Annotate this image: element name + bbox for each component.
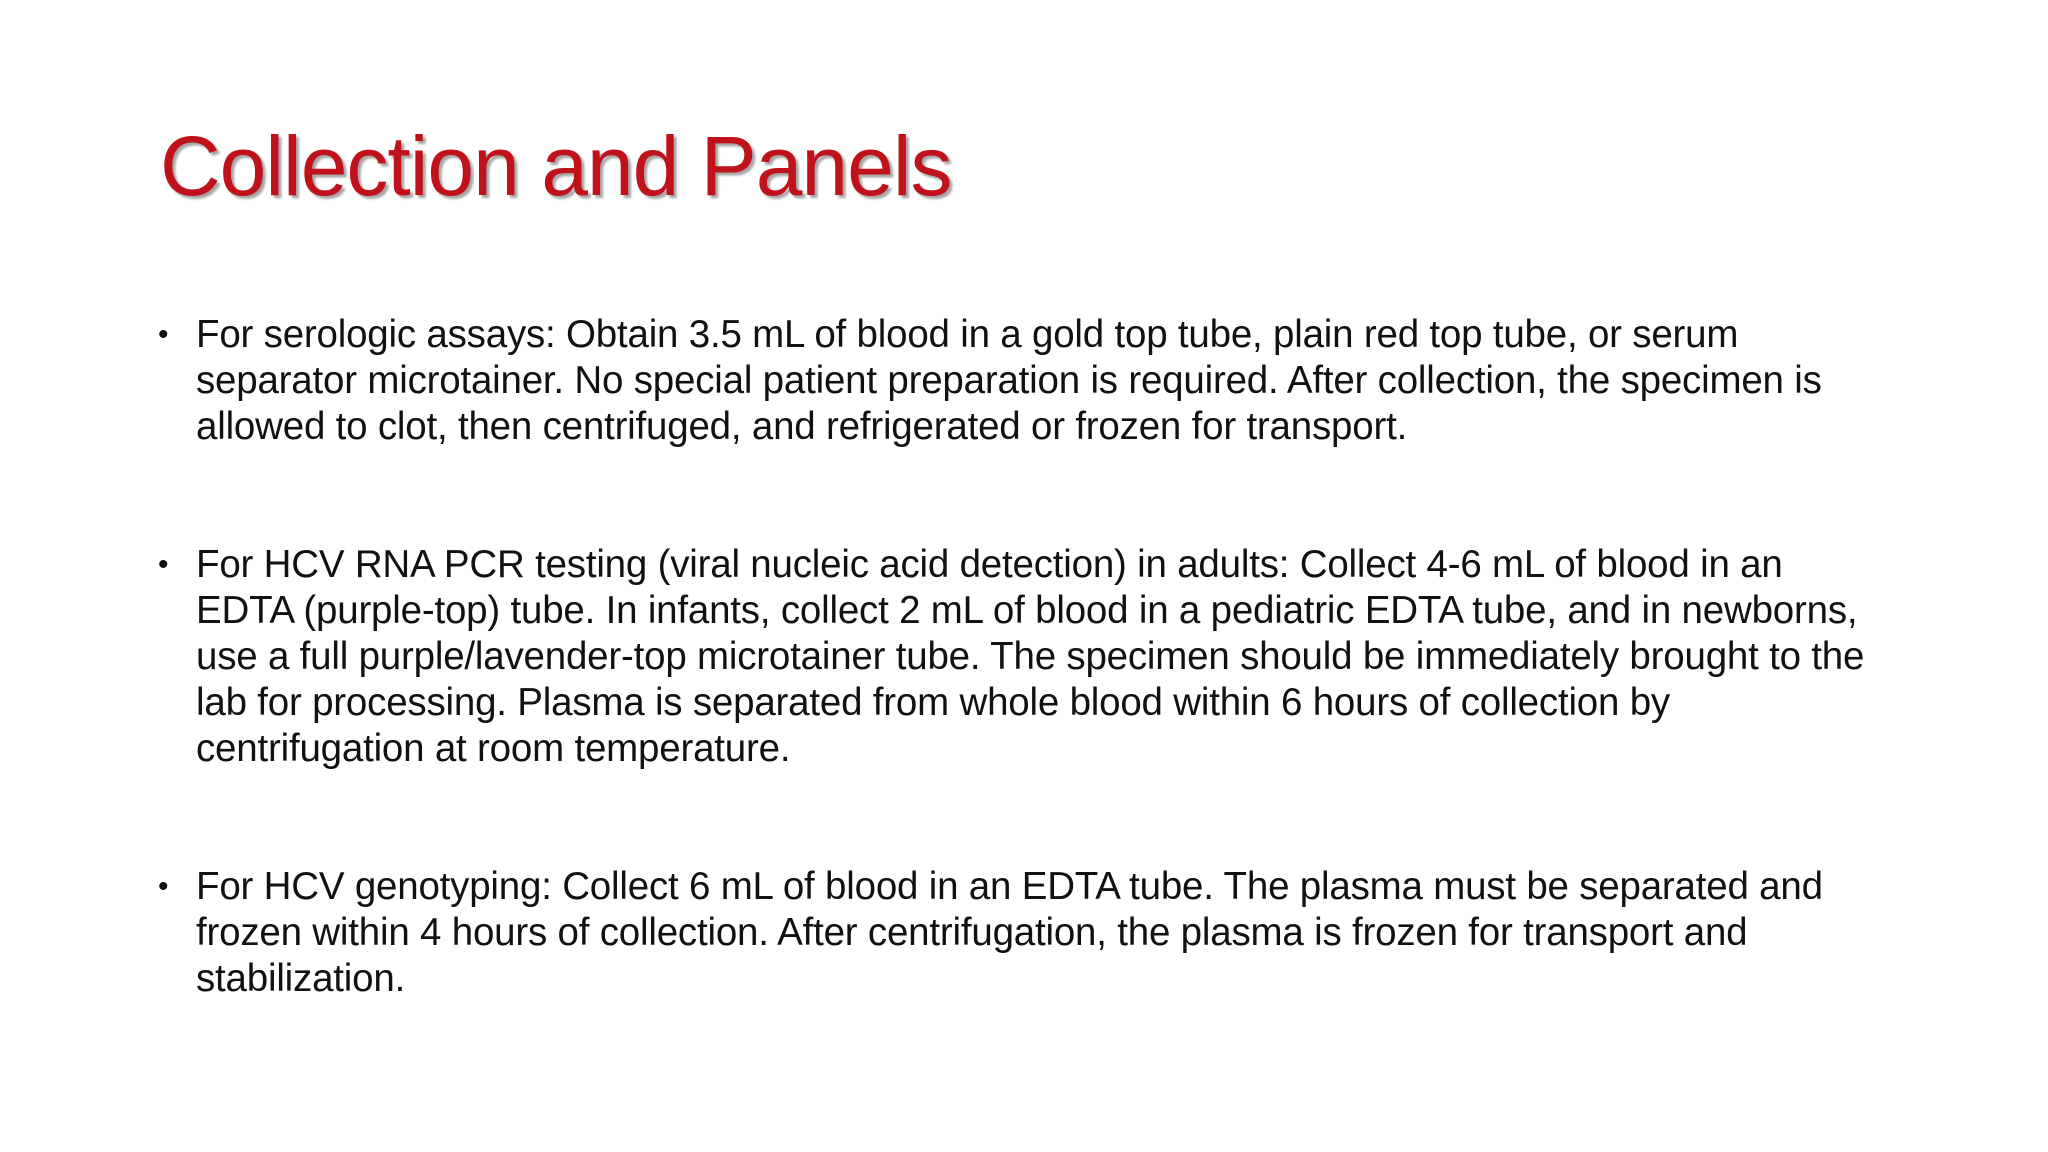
- bullet-dot-icon: •: [158, 548, 169, 581]
- bullet-text: For HCV RNA PCR testing (viral nucleic acid detection) in adults: Collect 4-6 mL of blood in an EDTA (purple-top) tube. In infants, collect 2 mL of blood in a pediatric EDTA tube, and in newborns, use a full purple/lavender-top microtainer tube. The specimen should be immediately brought to the lab for processing. Plasma is separated from whole blood within 6 hours of collection by centrifugation at room temperature.: [196, 543, 1865, 770]
- bullet-dot-icon: •: [158, 318, 169, 351]
- bullet-item-serologic: [158, 312, 1878, 450]
- bullet-dot-icon: •: [158, 870, 169, 903]
- bullet-text: For serologic assays: Obtain 3.5 mL of blood in a gold top tube, plain red top tube, or serum separator microtainer. No special patient preparation is required. After collection, the specimen is allowed to clot, then centrifuged, and refrigerated or frozen for transport.: [196, 313, 1822, 448]
- bullet-text: For HCV genotyping: Collect 6 mL of blood in an EDTA tube. The plasma must be separated and frozen within 4 hours of collection. After centrifugation, the plasma is frozen for transport and stabilization.: [196, 865, 1823, 1000]
- bullet-item-pcr: [158, 542, 1878, 772]
- bullet-item-genotyping: [158, 864, 1878, 1002]
- bullet-list: [158, 312, 1878, 1002]
- slide-title: Collection and Panels: [160, 119, 952, 213]
